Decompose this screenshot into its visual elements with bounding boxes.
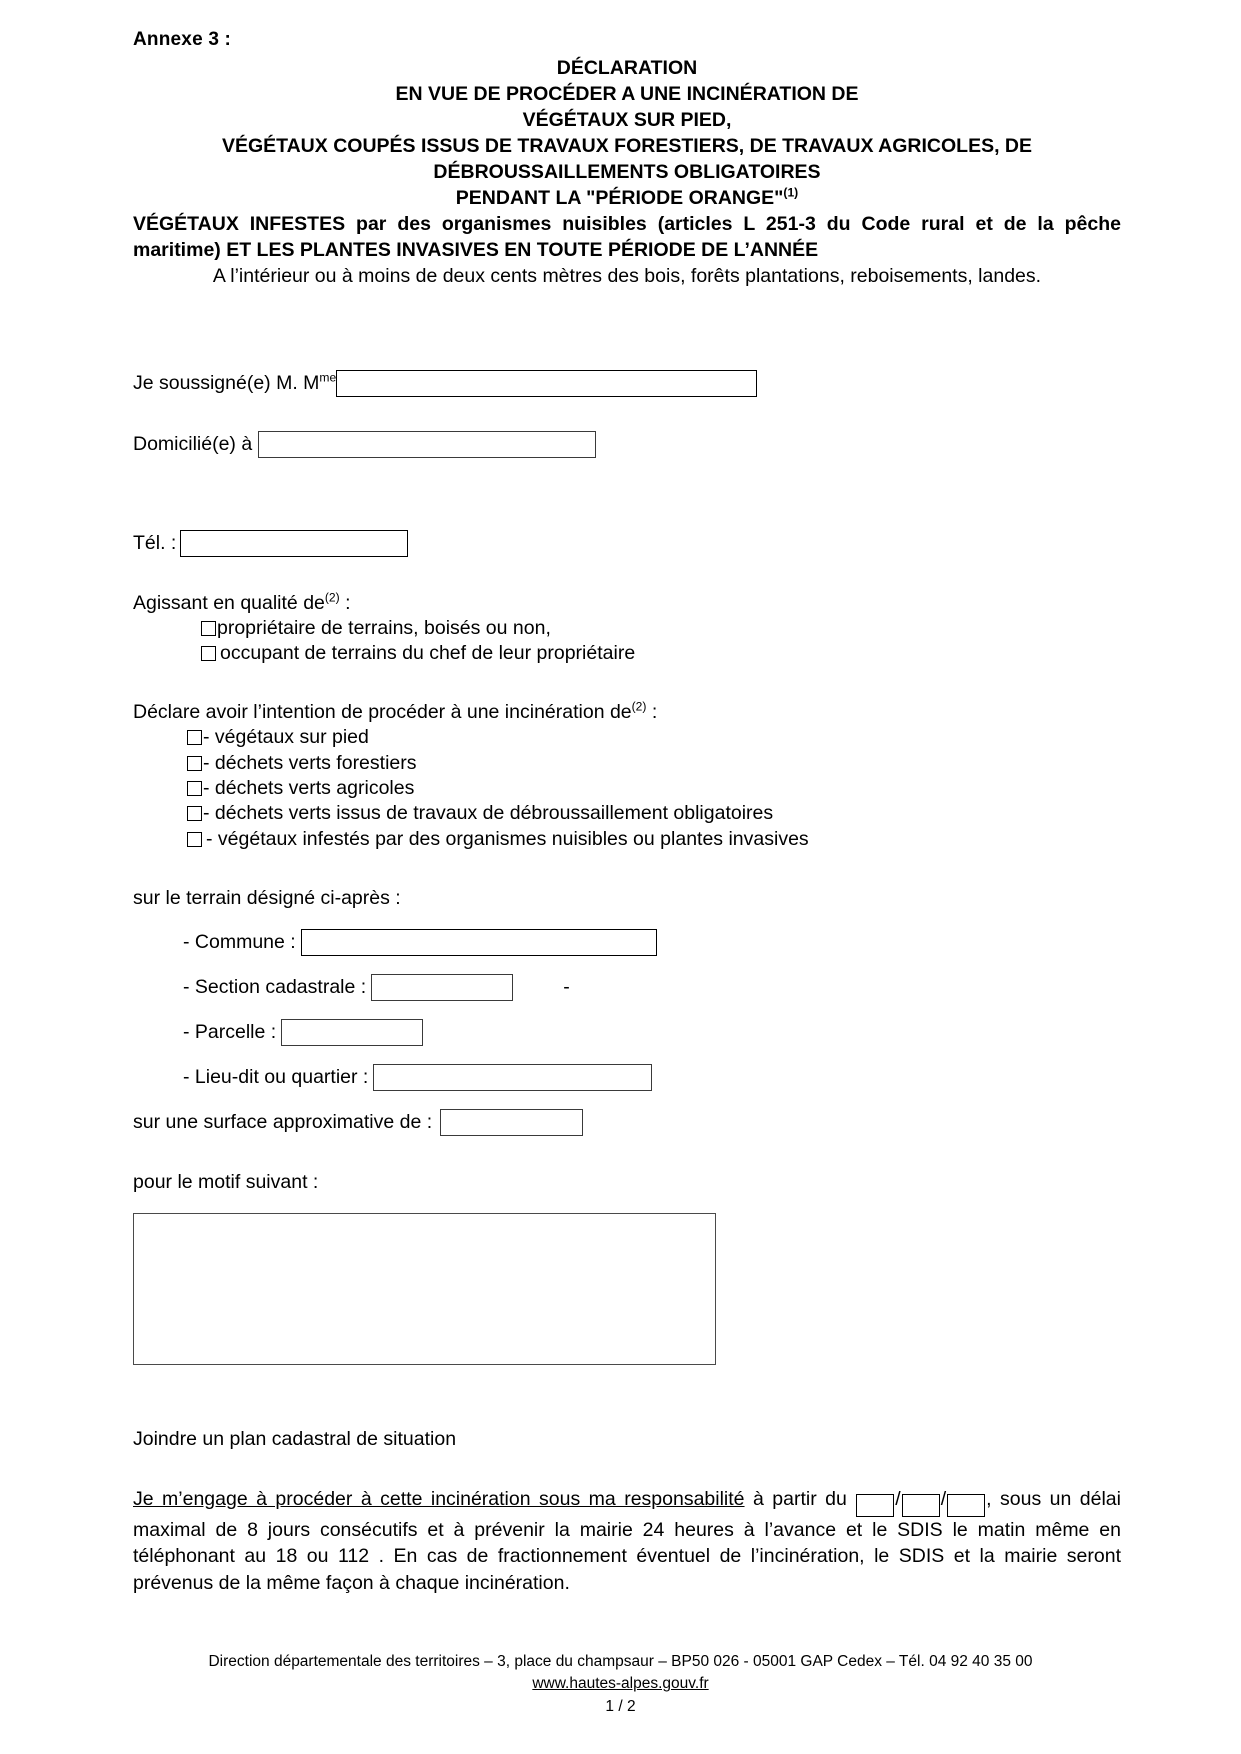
annexe-label: Annexe 3 : <box>133 29 232 50</box>
checkbox-icon[interactable] <box>201 646 216 661</box>
document-title <box>133 56 1121 212</box>
declaration-intro-colon: : <box>651 701 658 724</box>
checkbox-icon[interactable] <box>201 621 216 636</box>
page-number: 1 / 2 <box>605 1697 636 1715</box>
section-cadastrale-dash: - <box>563 975 570 998</box>
declaration-option-agricultural-waste[interactable] <box>133 776 1121 801</box>
section-cadastrale-input[interactable] <box>371 974 513 1001</box>
undersigned-row <box>133 370 1121 397</box>
location-scope-note <box>133 264 1121 290</box>
infested-plants-notice: VÉGÉTAUX INFESTES par des organismes nuisibles (articles L 251-3 du Code rural et de la pêche maritime) ET LES PLANTES INVASIVES EN TOUTE PÉRIODE DE L’ANNÉE <box>133 212 1121 261</box>
engagement-paragraph <box>133 1486 1121 1597</box>
undersigned-label-text: Je soussigné(e) M. M <box>133 371 320 394</box>
parcelle-row <box>133 1019 1121 1046</box>
declaration-option-label: - végétaux infestés par des organismes nuisibles ou plantes invasives <box>206 827 809 850</box>
title-line-1: DÉCLARATION <box>556 57 698 80</box>
declaration-footnote-marker: (2) <box>631 699 647 714</box>
phone-row <box>133 530 1121 557</box>
undersigned-label <box>133 371 336 396</box>
domiciled-label: Domicilié(e) à <box>133 432 253 455</box>
title-line-5: DÉBROUSSAILLEMENTS OBLIGATOIRES <box>433 161 821 183</box>
declaration-intro-text: Déclare avoir l’intention de procéder à une incinération de <box>133 701 632 724</box>
engagement-underlined-text: Je m’engage à procéder à cette incinération sous ma responsabilité <box>133 1487 745 1510</box>
domiciled-row <box>133 431 1121 458</box>
title-line-2: EN VUE DE PROCÉDER A UNE INCINÉRATION DE <box>395 83 859 106</box>
section-cadastrale-row <box>133 974 1121 1001</box>
start-date-month-input[interactable] <box>902 1494 940 1517</box>
declaration-option-label: - déchets verts issus de travaux de débroussaillement obligatoires <box>203 802 774 825</box>
domiciled-address-input[interactable] <box>258 431 596 458</box>
undersigned-name-input[interactable] <box>336 370 757 397</box>
declaration-option-label: - végétaux sur pied <box>203 726 369 749</box>
quality-option-owner[interactable] <box>133 616 1121 641</box>
commune-row <box>133 929 1121 956</box>
surface-label: sur une surface approximative de : <box>133 1110 433 1133</box>
declaration-option-forest-waste[interactable] <box>133 751 1121 776</box>
land-intro: sur le terrain désigné ci-après : <box>133 886 401 909</box>
start-date-day-input[interactable] <box>856 1494 894 1517</box>
section-cadastrale-label: - Section cadastrale : <box>183 975 367 998</box>
quality-intro-text: Agissant en qualité de <box>133 591 325 614</box>
declaration-option-label: - déchets verts forestiers <box>203 751 417 774</box>
checkbox-icon[interactable] <box>187 756 202 771</box>
motif-label: pour le motif suivant : <box>133 1170 319 1193</box>
engagement-mid-text: à partir du <box>744 1487 856 1510</box>
declaration-option-clearing-waste[interactable] <box>133 801 1121 826</box>
declaration-option-infested-plants[interactable] <box>133 827 1121 852</box>
checkbox-icon[interactable] <box>187 781 202 796</box>
commune-input[interactable] <box>301 929 657 956</box>
surface-input[interactable] <box>440 1109 583 1136</box>
quality-option-owner-label: propriétaire de terrains, boisés ou non, <box>217 616 551 639</box>
motif-textarea[interactable] <box>133 1213 716 1365</box>
lieudit-label: - Lieu-dit ou quartier : <box>183 1065 369 1088</box>
quality-intro <box>133 591 1121 616</box>
parcelle-label: - Parcelle : <box>183 1020 277 1043</box>
quality-footnote-marker: (2) <box>324 590 340 605</box>
lieudit-row <box>133 1064 1121 1091</box>
declaration-intro <box>133 700 1121 725</box>
commune-label: - Commune : <box>183 930 296 953</box>
title-line-4: VÉGÉTAUX COUPÉS ISSUS DE TRAVAUX FORESTIERS, DE TRAVAUX AGRICOLES, DE <box>221 135 1033 158</box>
surface-row <box>133 1109 1121 1136</box>
date-separator-1: / <box>895 1487 901 1510</box>
quality-option-occupant[interactable] <box>133 641 1121 666</box>
title-period-line <box>133 186 1121 212</box>
madame-abbreviation: me <box>319 370 337 385</box>
lieudit-input[interactable] <box>373 1064 652 1091</box>
engagement-rest-text: , sous un délai maximal de 8 jours consécutifs et à prévenir la mairie 24 heures à l’avance et le SDIS le matin même en téléphonant au 18 ou 112 . En cas de fractionnement éventuel de l’incinération, le SDIS et la mairie seront prévenus de la même façon à chaque incinération. <box>133 1487 1121 1594</box>
title-line-3: VÉGÉTAUX SUR PIED, <box>522 109 732 132</box>
footer-address: Direction départementale des territoires – 3, place du champsaur – BP50 026 - 05001 GAP Cedex – Tél. 04 92 40 35 00 <box>208 1652 1033 1670</box>
phone-input[interactable] <box>180 530 408 557</box>
period-text: PENDANT LA "PÉRIODE ORANGE" <box>455 186 784 209</box>
footer-website-link[interactable]: www.hautes-alpes.gouv.fr <box>532 1675 709 1693</box>
phone-label: Tél. : <box>133 531 177 554</box>
declaration-option-label: - déchets verts agricoles <box>203 776 415 799</box>
checkbox-icon[interactable] <box>187 832 202 847</box>
attachment-note: Joindre un plan cadastral de situation <box>133 1427 457 1450</box>
period-footnote-marker: (1) <box>783 185 799 200</box>
location-note-line-1: A l’intérieur ou à moins de deux cents mètres des bois, forêts <box>212 264 740 287</box>
quality-intro-colon: : <box>345 591 351 614</box>
parcelle-input[interactable] <box>281 1019 423 1046</box>
date-separator-2: / <box>940 1487 947 1510</box>
quality-option-occupant-label: occupant de terrains du chef de leur propriétaire <box>220 641 636 664</box>
checkbox-icon[interactable] <box>187 730 202 745</box>
checkbox-icon[interactable] <box>187 806 202 821</box>
start-date-year-input[interactable] <box>947 1494 985 1517</box>
location-note-line-2: plantations, reboisements, landes. <box>745 264 1042 287</box>
page-footer <box>0 1651 1241 1718</box>
declaration-option-standing-plants[interactable] <box>133 725 1121 750</box>
